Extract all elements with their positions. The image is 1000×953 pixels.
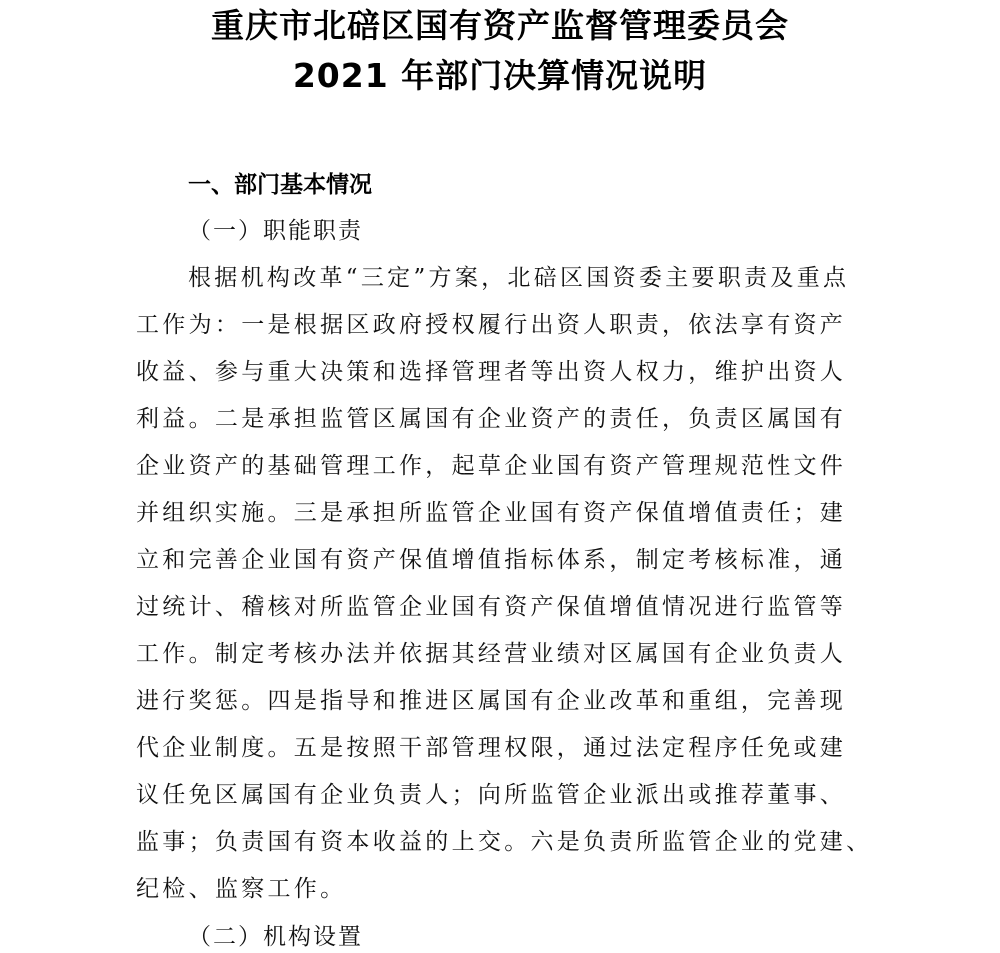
paragraph-line: 代企业制度。五是按照干部管理权限，通过法定程序任免或建 xyxy=(136,735,847,761)
paragraph-line: 利益。二是承担监管区属国有企业资产的责任，负责区属国有 xyxy=(136,406,847,432)
paragraph-line: 进行奖惩。四是指导和推进区属国有企业改革和重组，完善现 xyxy=(136,688,847,714)
paragraph-line: 纪检、监察工作。 xyxy=(136,876,347,902)
paragraph-line: 工作为：一是根据区政府授权履行出资人职责，依法享有资产 xyxy=(136,312,847,338)
paragraph-line: 根据机构改革“三定”方案，北碚区国资委主要职责及重点 xyxy=(188,265,850,291)
paragraph-line: 收益、参与重大决策和选择管理者等出资人权力，维护出资人 xyxy=(136,359,847,385)
paragraph-line: 企业资产的基础管理工作，起草企业国有资产管理规范性文件 xyxy=(136,453,847,479)
functions-paragraph xyxy=(136,260,872,918)
paragraph-line: 议任免区属国有企业负责人；向所监管企业派出或推荐董事、 xyxy=(136,782,847,808)
paragraph-line: 监事；负责国有资本收益的上交。六是负责所监管企业的党建、 xyxy=(136,829,873,855)
paragraph-line: 立和完善企业国有资产保值增值指标体系，制定考核标准，通 xyxy=(136,547,847,573)
document-title-line-1: 重庆市北碚区国有资产监督管理委员会 xyxy=(211,6,789,45)
section-heading: 一、部门基本情况 xyxy=(188,172,372,198)
paragraph-line: 过统计、稽核对所监管企业国有资产保值增值情况进行监管等 xyxy=(136,594,847,620)
paragraph-line: 工作。制定考核办法并依据其经营业绩对区属国有企业负责人 xyxy=(136,641,847,667)
subsection-heading-structure: （二）机构设置 xyxy=(188,924,363,950)
paragraph-line: 并组织实施。三是承担所监管企业国有资产保值增值责任；建 xyxy=(136,500,847,526)
subsection-heading-functions: （一）职能职责 xyxy=(188,218,363,244)
document-title-line-2: 2021 年部门决算情况说明 xyxy=(292,56,708,95)
